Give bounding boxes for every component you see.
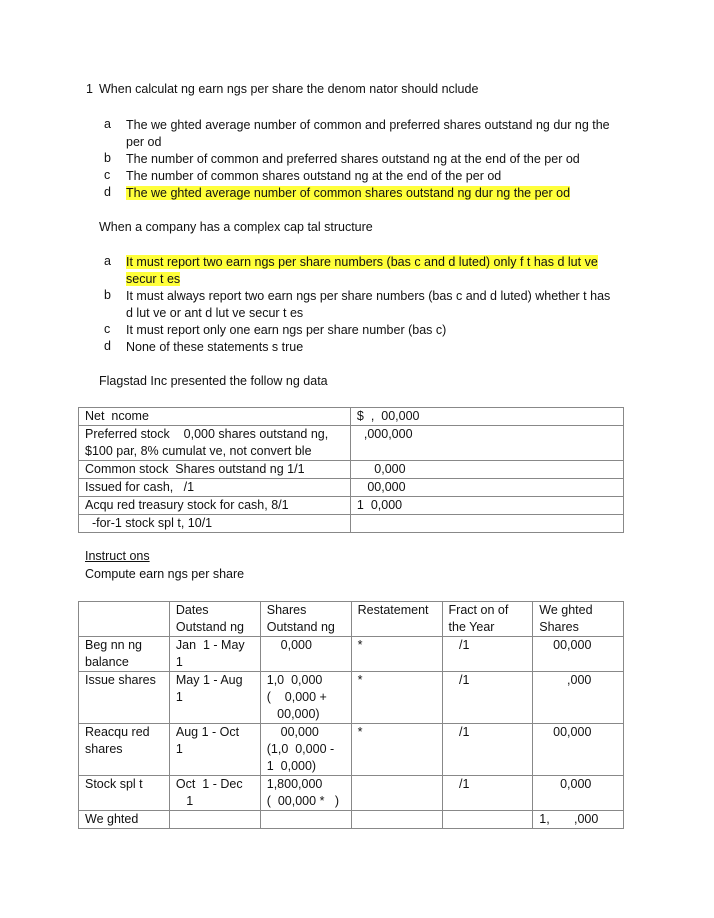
q1-number: 1 [86, 82, 93, 96]
table-cell: 1,800,000 ( 00,000 * ) [260, 776, 351, 811]
option-text-c [126, 168, 636, 185]
data-label-cell: Issued for cash, /1 [79, 479, 351, 497]
option-line: per od [126, 135, 162, 149]
table-cell: Beg nn ng balance [79, 637, 170, 672]
table-row [79, 515, 624, 533]
table-row [79, 497, 624, 515]
option-text-c [126, 322, 636, 339]
option-text-b [126, 288, 636, 322]
option-line: It must report two earn ngs per share numbers (bas c and d luted) only f t has d lut ve [126, 255, 598, 269]
data-value-cell: 00,000 [350, 479, 623, 497]
option-line: secur t es [126, 272, 181, 286]
data-label-cell: Net ncome [79, 408, 351, 426]
table-cell [351, 776, 442, 811]
table-cell [169, 811, 260, 829]
table-cell: 00,000 [533, 724, 624, 776]
table-cell: Oct 1 - Dec 1 [169, 776, 260, 811]
table-cell [351, 811, 442, 829]
data-table [78, 407, 624, 533]
table-cell: Aug 1 - Oct 1 [169, 724, 260, 776]
table-cell: 0,000 [533, 776, 624, 811]
table-cell: 1,0 0,000 ( 0,000 + 00,000) [260, 672, 351, 724]
option-text-a [126, 254, 636, 288]
weighted-average-table [78, 601, 624, 829]
table-cell [442, 811, 533, 829]
option-text-d [126, 339, 636, 356]
table-cell: Jan 1 - May 1 [169, 637, 260, 672]
data-label-cell: Acqu red treasury stock for cash, 8/1 [79, 497, 351, 515]
table-row [79, 637, 624, 672]
column-header: We ghted Shares [533, 602, 624, 637]
table-row [79, 461, 624, 479]
instructions-text: Compute earn ngs per share [85, 567, 245, 581]
table-row [79, 408, 624, 426]
header-row [79, 602, 624, 637]
column-header: Restatement [351, 602, 442, 637]
data-value-cell: ,000,000 [350, 426, 623, 461]
table-cell: 00,000 [533, 637, 624, 672]
table-cell: 0,000 [260, 637, 351, 672]
q3-intro: Flagstad Inc presented the follow ng data [99, 374, 328, 388]
table-cell: * [351, 637, 442, 672]
option-line: It must report only one earn ngs per share number (bas c) [126, 323, 447, 337]
q1-question: When calculat ng earn ngs per share the denom nator should nclude [99, 82, 479, 96]
option-text-a [126, 117, 636, 151]
option-letter-a: a [104, 254, 111, 268]
table-row [79, 426, 624, 461]
column-header [79, 602, 170, 637]
data-value-cell: 1 0,000 [350, 497, 623, 515]
table-row [79, 672, 624, 724]
table-row [79, 479, 624, 497]
option-line: The we ghted average number of common shares outstand ng dur ng the per od [126, 186, 571, 200]
table-cell: * [351, 672, 442, 724]
option-line: It must always report two earn ngs per share numbers (bas c and d luted) whether t has [126, 289, 611, 303]
option-text-b [126, 151, 636, 168]
table-cell: /1 [442, 776, 533, 811]
q2-question: When a company has a complex cap tal structure [99, 220, 373, 234]
instructions-heading: Instruct ons [85, 549, 150, 563]
table-cell: May 1 - Aug 1 [169, 672, 260, 724]
table-row [79, 811, 624, 829]
table-cell: Reacqu red shares [79, 724, 170, 776]
table-cell: * [351, 724, 442, 776]
table-cell: 00,000 (1,0 0,000 - 1 0,000) [260, 724, 351, 776]
option-letter-c: c [104, 168, 111, 182]
option-line: d lut ve or ant d lut ve secur t es [126, 306, 304, 320]
table-cell: /1 [442, 672, 533, 724]
data-label-cell: Preferred stock 0,000 shares outstand ng, $100 par, 8% cumulat ve, not convert ble [79, 426, 351, 461]
option-letter-b: b [104, 288, 111, 302]
table-cell: ,000 [533, 672, 624, 724]
option-letter-d: d [104, 185, 111, 199]
table-cell: /1 [442, 637, 533, 672]
option-text-d [126, 185, 636, 202]
column-header: Dates Outstand ng [169, 602, 260, 637]
table-cell: Stock spl t [79, 776, 170, 811]
data-value-cell: $ , 00,000 [350, 408, 623, 426]
table-cell: We ghted [79, 811, 170, 829]
data-value-cell: 0,000 [350, 461, 623, 479]
option-letter-d: d [104, 339, 111, 353]
option-line: The number of common shares outstand ng at the end of the per od [126, 169, 502, 183]
option-letter-b: b [104, 151, 111, 165]
data-label-cell: Common stock Shares outstand ng 1/1 [79, 461, 351, 479]
option-letter-c: c [104, 322, 111, 336]
option-letter-a: a [104, 117, 111, 131]
column-header: Shares Outstand ng [260, 602, 351, 637]
option-line: The number of common and preferred shares outstand ng at the end of the per od [126, 152, 580, 166]
table-cell: 1, ,000 [533, 811, 624, 829]
table-row [79, 724, 624, 776]
option-line: The we ghted average number of common and preferred shares outstand ng dur ng the [126, 118, 610, 132]
data-label-cell: -for-1 stock spl t, 10/1 [79, 515, 351, 533]
table-row [79, 776, 624, 811]
column-header: Fract on of the Year [442, 602, 533, 637]
table-cell: Issue shares [79, 672, 170, 724]
option-line: None of these statements s true [126, 340, 304, 354]
table-cell [260, 811, 351, 829]
data-value-cell [350, 515, 623, 533]
table-cell: /1 [442, 724, 533, 776]
